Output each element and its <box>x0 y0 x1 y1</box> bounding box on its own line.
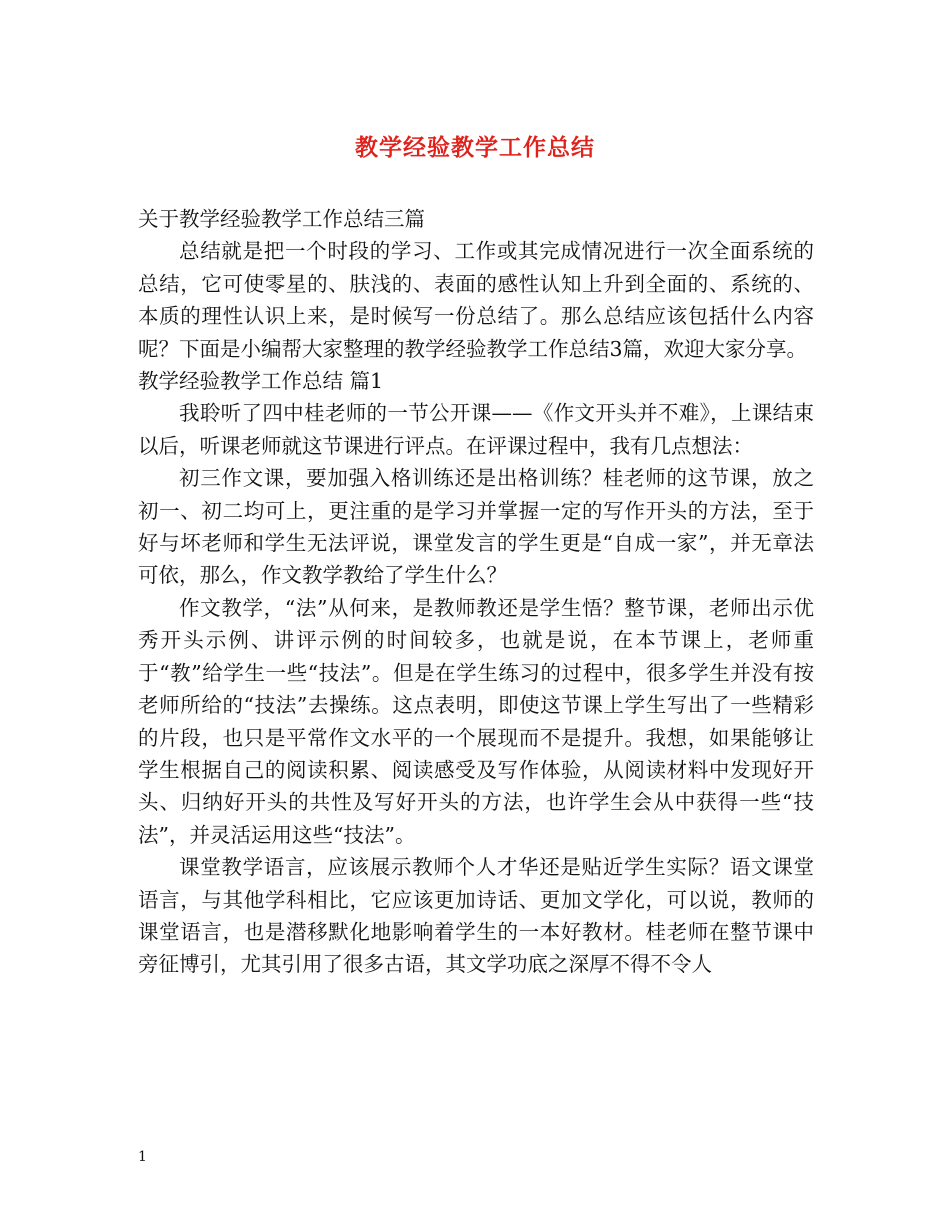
document-title: 教学经验教学工作总结 <box>355 134 595 161</box>
document-body <box>138 203 814 981</box>
paragraph-training: 初三作文课，要加强入格训练还是出格训练？桂老师的这节课，放之初一、初二均可上，更注重的是学习并掌握一定的写作开头的方法，至于好与坏老师和学生无法评说，课堂发言的学生更是“自成一家”，并无章法可依，那么，作文教学教给了学生什么？ <box>138 466 814 588</box>
section-heading-intro: 关于教学经验教学工作总结三篇 <box>138 207 425 231</box>
paragraph-method: 作文教学，“法”从何来，是教师教还是学生悟？整节课，老师出示优秀开头示例、讲评示例的时间较多，也就是说，在本节课上，老师重于“教”给学生一些“技法”。但是在学生练习的过程中，很多学生并没有按老师所给的“技法”去操练。这点表明，即使这节课上学生写出了一些精彩的片段，也只是平常作文水平的一个展现而不是提升。我想，如果能够让学生根据自己的阅读积累、阅读感受及写作体验，从阅读材料中发现好开头、归纳好开头的共性及写好开头的方法，也许学生会从中获得一些“技法”，并灵活运用这些“技法”。 <box>138 595 814 847</box>
page-number: 1 <box>138 1149 147 1165</box>
paragraph-intro: 总结就是把一个时段的学习、工作或其完成情况进行一次全面系统的总结，它可使零星的、肤浅的、表面的感性认知上升到全面的、系统的、本质的理性认识上来，是时候写一份总结了。那么总结应该包括什么内容呢？下面是小编帮大家整理的教学经验教学工作总结3篇，欢迎大家分享。 <box>138 239 814 361</box>
section-heading-part1: 教学经验教学工作总结 篇1 <box>138 369 384 394</box>
paragraph-language: 课堂教学语言，应该展示教师个人才华还是贴近学生实际？语文课堂语言，与其他学科相比，它应该更加诗话、更加文学化，可以说，教师的课堂语言，也是潜移默化地影响着学生的一本好教材。桂老师在整节课中旁征博引，尤其引用了很多古语，其文学功底之深厚不得不令人 <box>138 855 814 977</box>
paragraph-lecture: 我聆听了四中桂老师的一节公开课——《作文开头并不难》，上课结束以后，听课老师就这节课进行评点。在评课过程中，我有几点想法： <box>138 401 814 458</box>
